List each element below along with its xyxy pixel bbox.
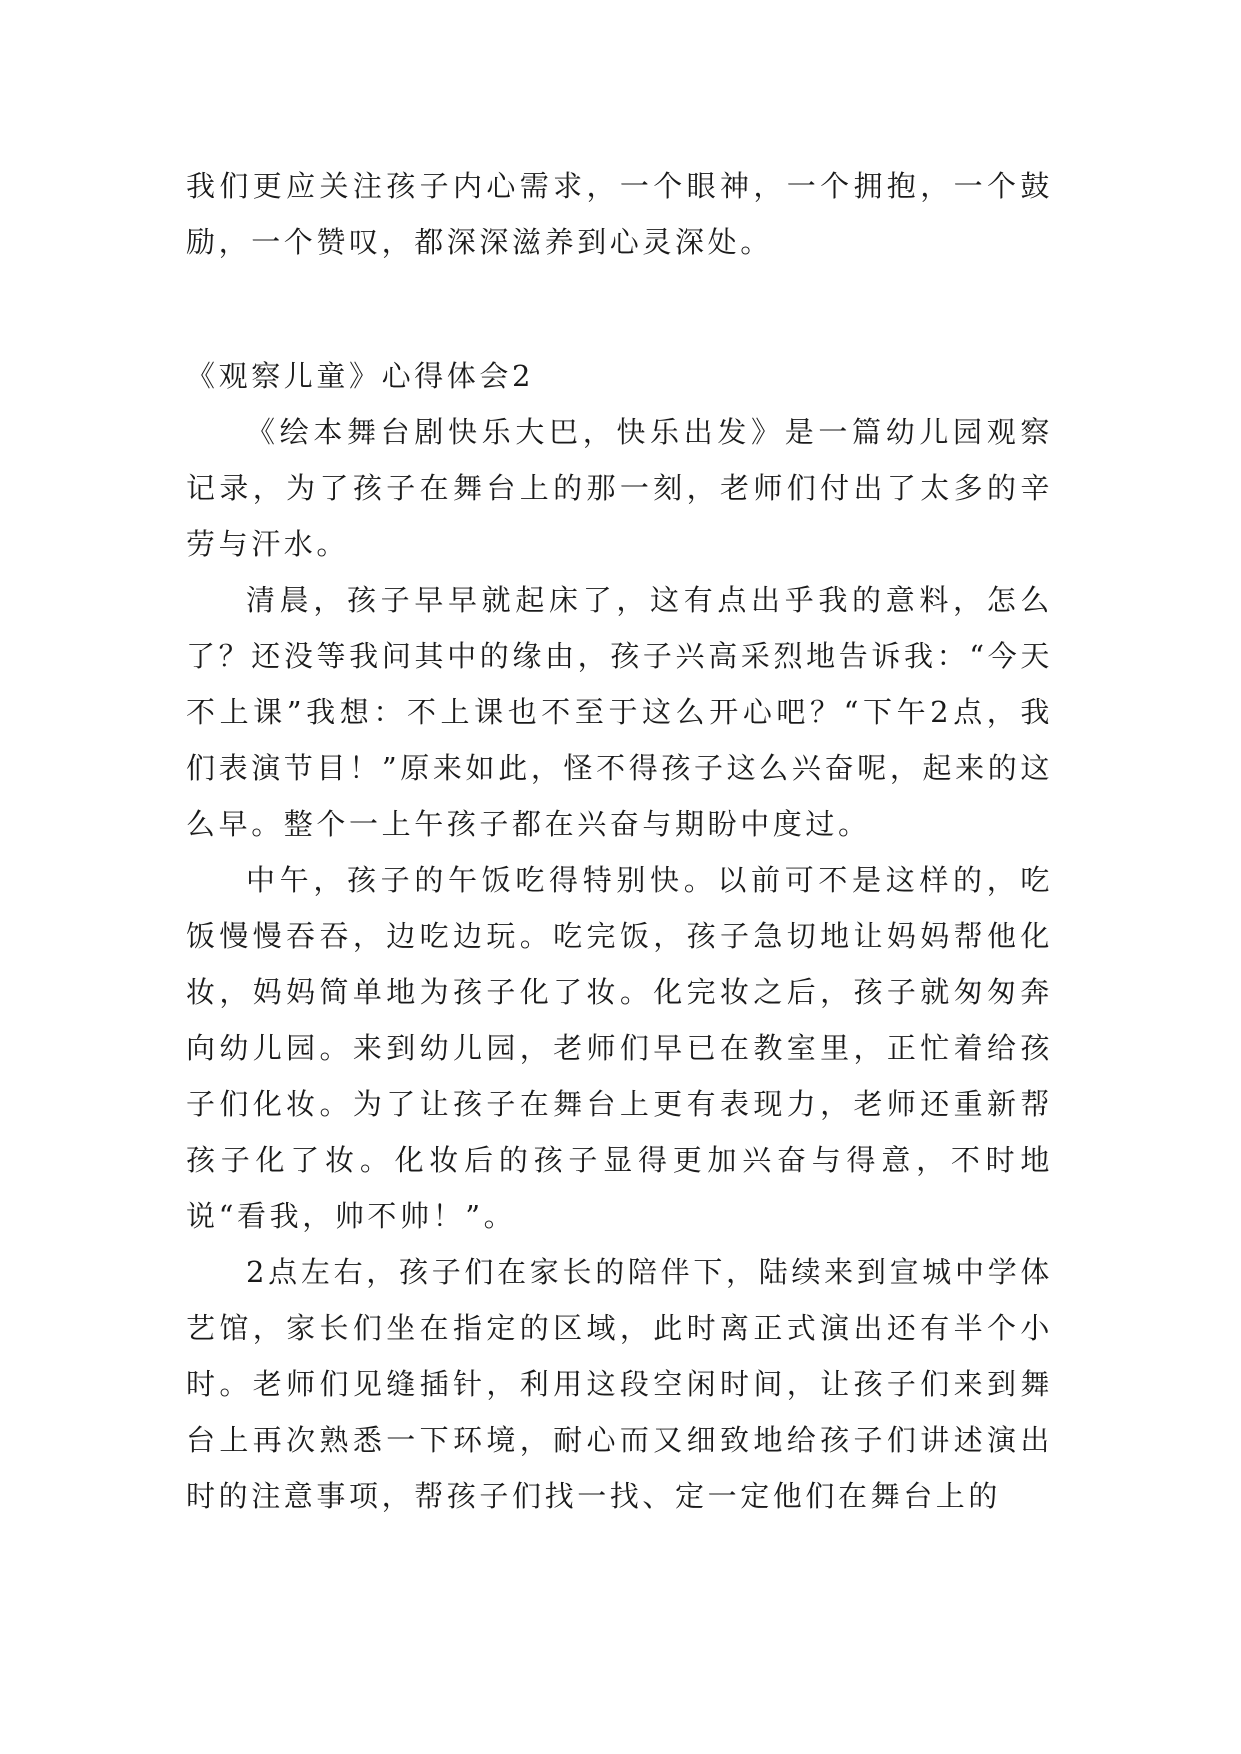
body-paragraph-3: 中午，孩子的午饭吃得特别快。以前可不是这样的，吃饭慢慢吞吞，边吃边玩。吃完饭，孩子急切地让妈妈帮他化妆，妈妈简单地为孩子化了妆。化完妆之后，孩子就匆匆奔向幼儿园。来到幼儿园，老师们早已在教室里，正忙着给孩子们化妆。为了让孩子在舞台上更有表现力，老师还重新帮孩子化了妆。化妆后的孩子显得更加兴奋与得意，不时地说“看我，帅不帅！”。 bbox=[186, 863, 1053, 1233]
paragraph-spacer bbox=[186, 270, 1053, 348]
body-paragraph-1: 《绘本舞台剧快乐大巴，快乐出发》是一篇幼儿园观察记录，为了孩子在舞台上的那一刻，老师们付出了太多的辛劳与汗水。 bbox=[186, 415, 1053, 561]
body-paragraph-4: 2点左右，孩子们在家长的陪伴下，陆续来到宣城中学体艺馆，家长们坐在指定的区域，此时离正式演出还有半个小时。老师们见缝插针，利用这段空闲时间，让孩子们来到舞台上再次熟悉一下环境，耐心而又细致地给孩子们讲述演出时的注意事项，帮孩子们找一找、定一定他们在舞台上的 bbox=[186, 1255, 1053, 1513]
continuation-paragraph: 我们更应关注孩子内心需求，一个眼神，一个拥抱，一个鼓励，一个赞叹，都深深滋养到心灵深处。 bbox=[186, 169, 1053, 259]
section-title: 《观察儿童》心得体会2 bbox=[186, 359, 535, 393]
body-paragraph-2: 清晨，孩子早早就起床了，这有点出乎我的意料，怎么了？还没等我问其中的缘由，孩子兴高采烈地告诉我：“今天不上课”我想：不上课也不至于这么开心吧？“下午2点，我们表演节目！”原来如此，怪不得孩子这么兴奋呢，起来的这么早。整个一上午孩子都在兴奋与期盼中度过。 bbox=[186, 583, 1053, 841]
document-body bbox=[186, 158, 1053, 1524]
